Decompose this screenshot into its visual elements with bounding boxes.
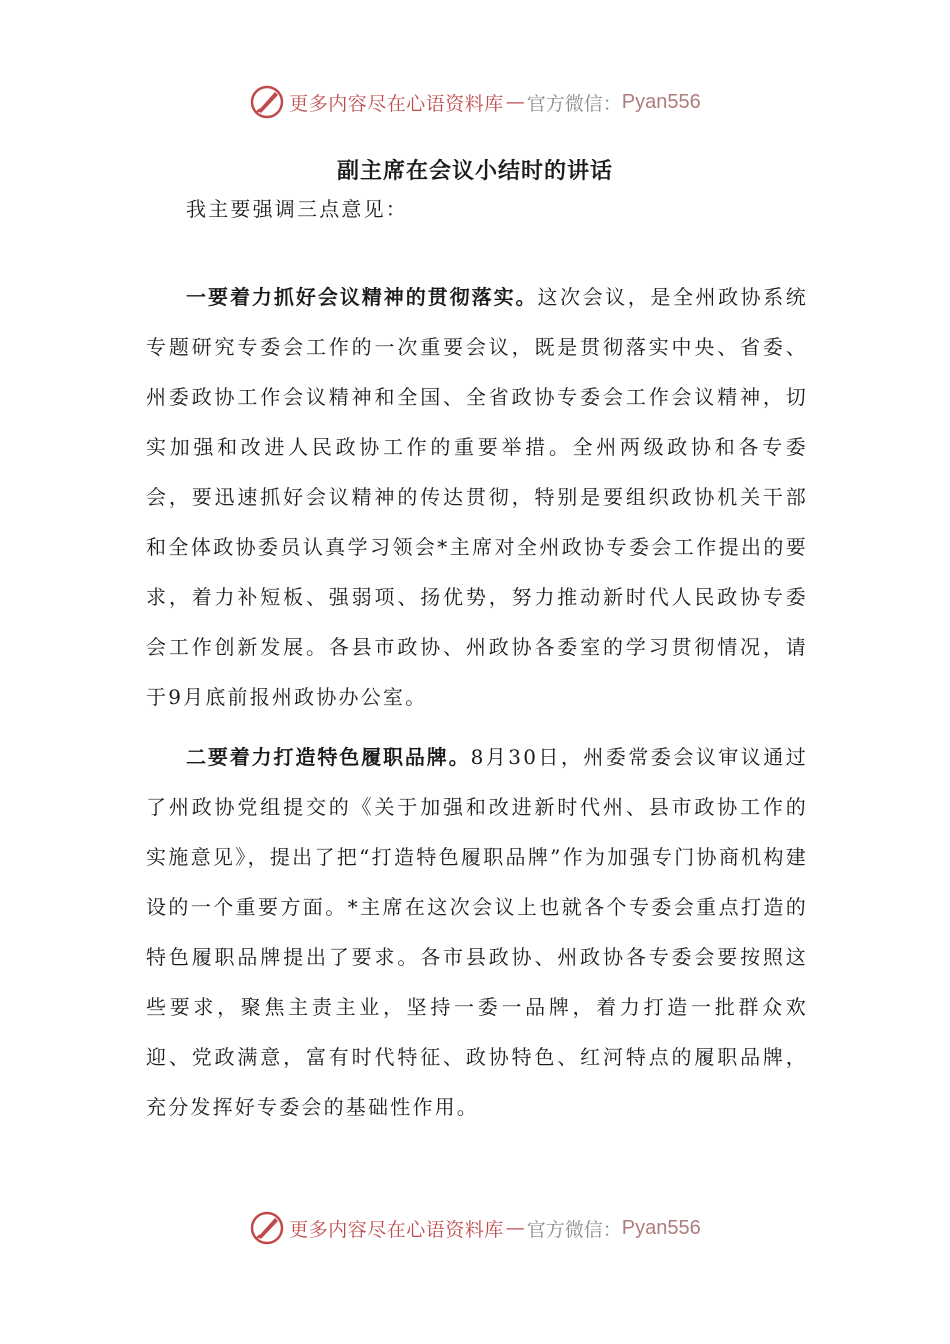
watermark-label: 官方微信： <box>526 1218 622 1241</box>
paragraph-2-body: 8月30日，州委常委会议审议通过了州政协党组提交的《关于加强和改进新时代州、县市政协工作的实施意见》，提出了把“打造特色履职品牌”作为加强专门协商机构建设的一个重要方面。*主席在这次会议上也就各个专委会重点打造的特色履职品牌提出了要求。各市县政协、州政协各专委会要按照这些要求，聚焦主责主业，坚持一委一品牌，着力打造一批群众欢迎、党政满意，富有时代特征、政协特色、红河特点的履职品牌，充分发挥好专委会的基础性作用。 <box>146 745 808 1119</box>
watermark-text: 更多内容尽在心语资料库 <box>289 1218 504 1241</box>
watermark-id: Pyan556 <box>621 90 701 113</box>
watermark-separator: — <box>505 91 525 113</box>
quill-logo-icon <box>249 1210 285 1246</box>
paragraph-1 <box>146 272 808 722</box>
paragraph-2 <box>146 732 808 1132</box>
watermark-separator: — <box>505 1217 525 1239</box>
paragraph-1-lead: 一要着力抓好会议精神的贯彻落实。 <box>186 285 538 309</box>
watermark-text: 更多内容尽在心语资料库 <box>289 92 504 115</box>
watermark-banner-top <box>0 82 950 122</box>
quill-logo-icon <box>249 84 285 120</box>
watermark-label: 官方微信： <box>526 92 622 115</box>
watermark-banner-bottom <box>0 1208 950 1248</box>
paragraph-1-body: 这次会议，是全州政协系统专题研究专委会工作的一次重要会议，既是贯彻落实中央、省委、州委政协工作会议精神和全国、全省政协专委会工作会议精神，切实加强和改进人民政协工作的重要举措。全州两级政协和各专委会，要迅速抓好会议精神的传达贯彻，特别是要组织政协机关干部和全体政协委员认真学习领会*主席对全州政协专委会工作提出的要求，着力补短板、强弱项、扬优势，努力推动新时代人民政协专委会工作创新发展。各县市政协、州政协各委室的学习贯彻情况，请于9月底前报州政协办公室。 <box>146 285 808 709</box>
paragraph-2-lead: 二要着力打造特色履职品牌。 <box>186 745 471 769</box>
intro-paragraph: 我主要强调三点意见： <box>186 197 408 221</box>
document-title: 副主席在会议小结时的讲话 <box>336 159 613 184</box>
watermark-id: Pyan556 <box>621 1216 701 1239</box>
